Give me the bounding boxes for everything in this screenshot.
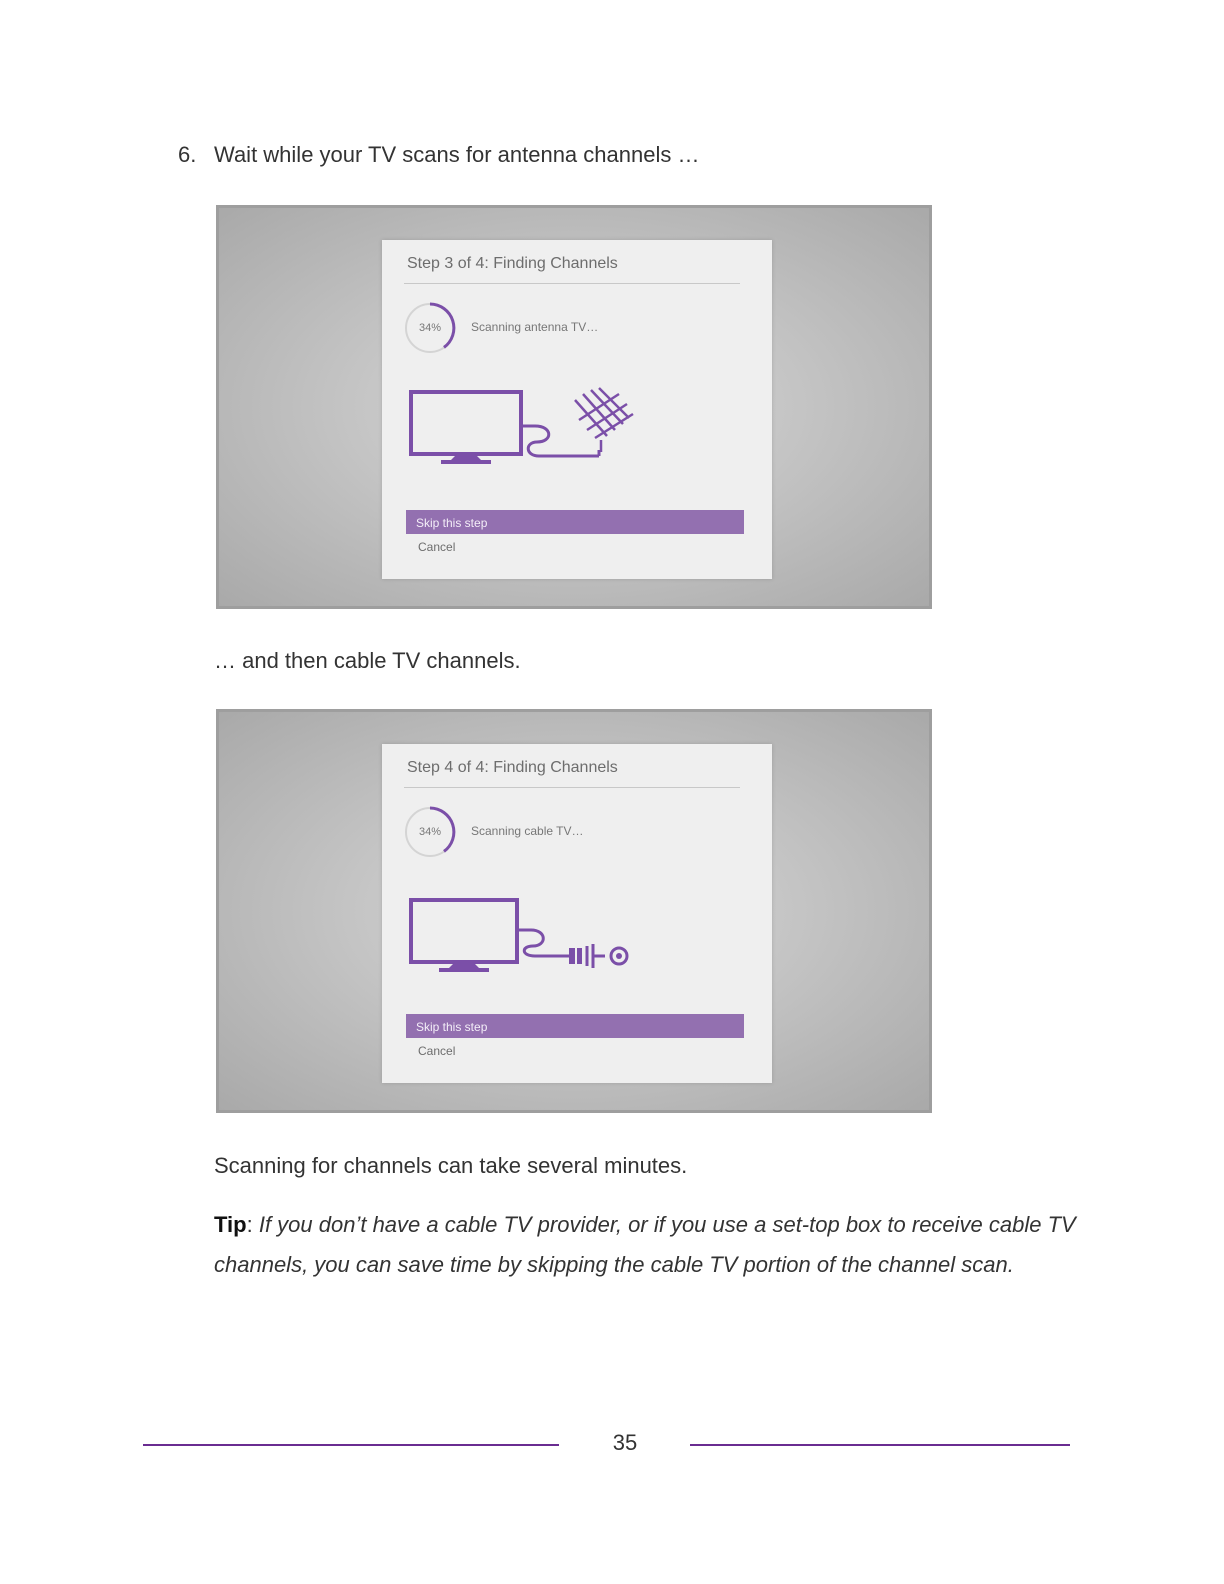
scan-status: Scanning cable TV… (471, 824, 584, 838)
tv-cable-icon (407, 884, 647, 989)
cable-scan-screenshot (216, 709, 932, 1113)
step-instruction (178, 142, 699, 168)
tv-antenna-icon (407, 380, 647, 485)
antenna-scan-screenshot (216, 205, 932, 609)
footer-rule-left (143, 1444, 559, 1446)
cancel-button[interactable]: Cancel (406, 1039, 461, 1061)
step-text: Wait while your TV scans for antenna channels … (214, 142, 700, 167)
tip-label: Tip (214, 1212, 247, 1237)
title-divider (404, 787, 740, 788)
scan-status: Scanning antenna TV… (471, 320, 599, 334)
skip-step-button[interactable]: Skip this step (406, 510, 744, 534)
skip-step-button[interactable]: Skip this step (406, 1014, 744, 1038)
progress-ring (404, 806, 460, 862)
tip-text: If you don’t have a cable TV provider, or if you use a set-top box to receive cable TV channels, you can save time by skipping the cable TV portion of the channel scan. (214, 1212, 1076, 1277)
title-divider (404, 283, 740, 284)
step-number: 6. (178, 142, 197, 167)
scan-dialog (382, 240, 772, 579)
scan-dialog (382, 744, 772, 1083)
page-number: 35 (612, 1430, 638, 1455)
progress-percent: 34% (418, 826, 442, 838)
cancel-button[interactable]: Cancel (406, 535, 461, 557)
tip-separator: : (246, 1212, 259, 1237)
dialog-title: Step 3 of 4: Finding Channels (407, 255, 618, 272)
cable-intro-text: … and then cable TV channels. (214, 648, 521, 673)
progress-ring (404, 302, 460, 358)
footer-rule-right (690, 1444, 1070, 1446)
progress-percent: 34% (418, 322, 442, 334)
dialog-title: Step 4 of 4: Finding Channels (407, 759, 618, 776)
duration-note: Scanning for channels can take several minutes. (214, 1153, 688, 1178)
tip-paragraph (214, 1205, 1084, 1285)
